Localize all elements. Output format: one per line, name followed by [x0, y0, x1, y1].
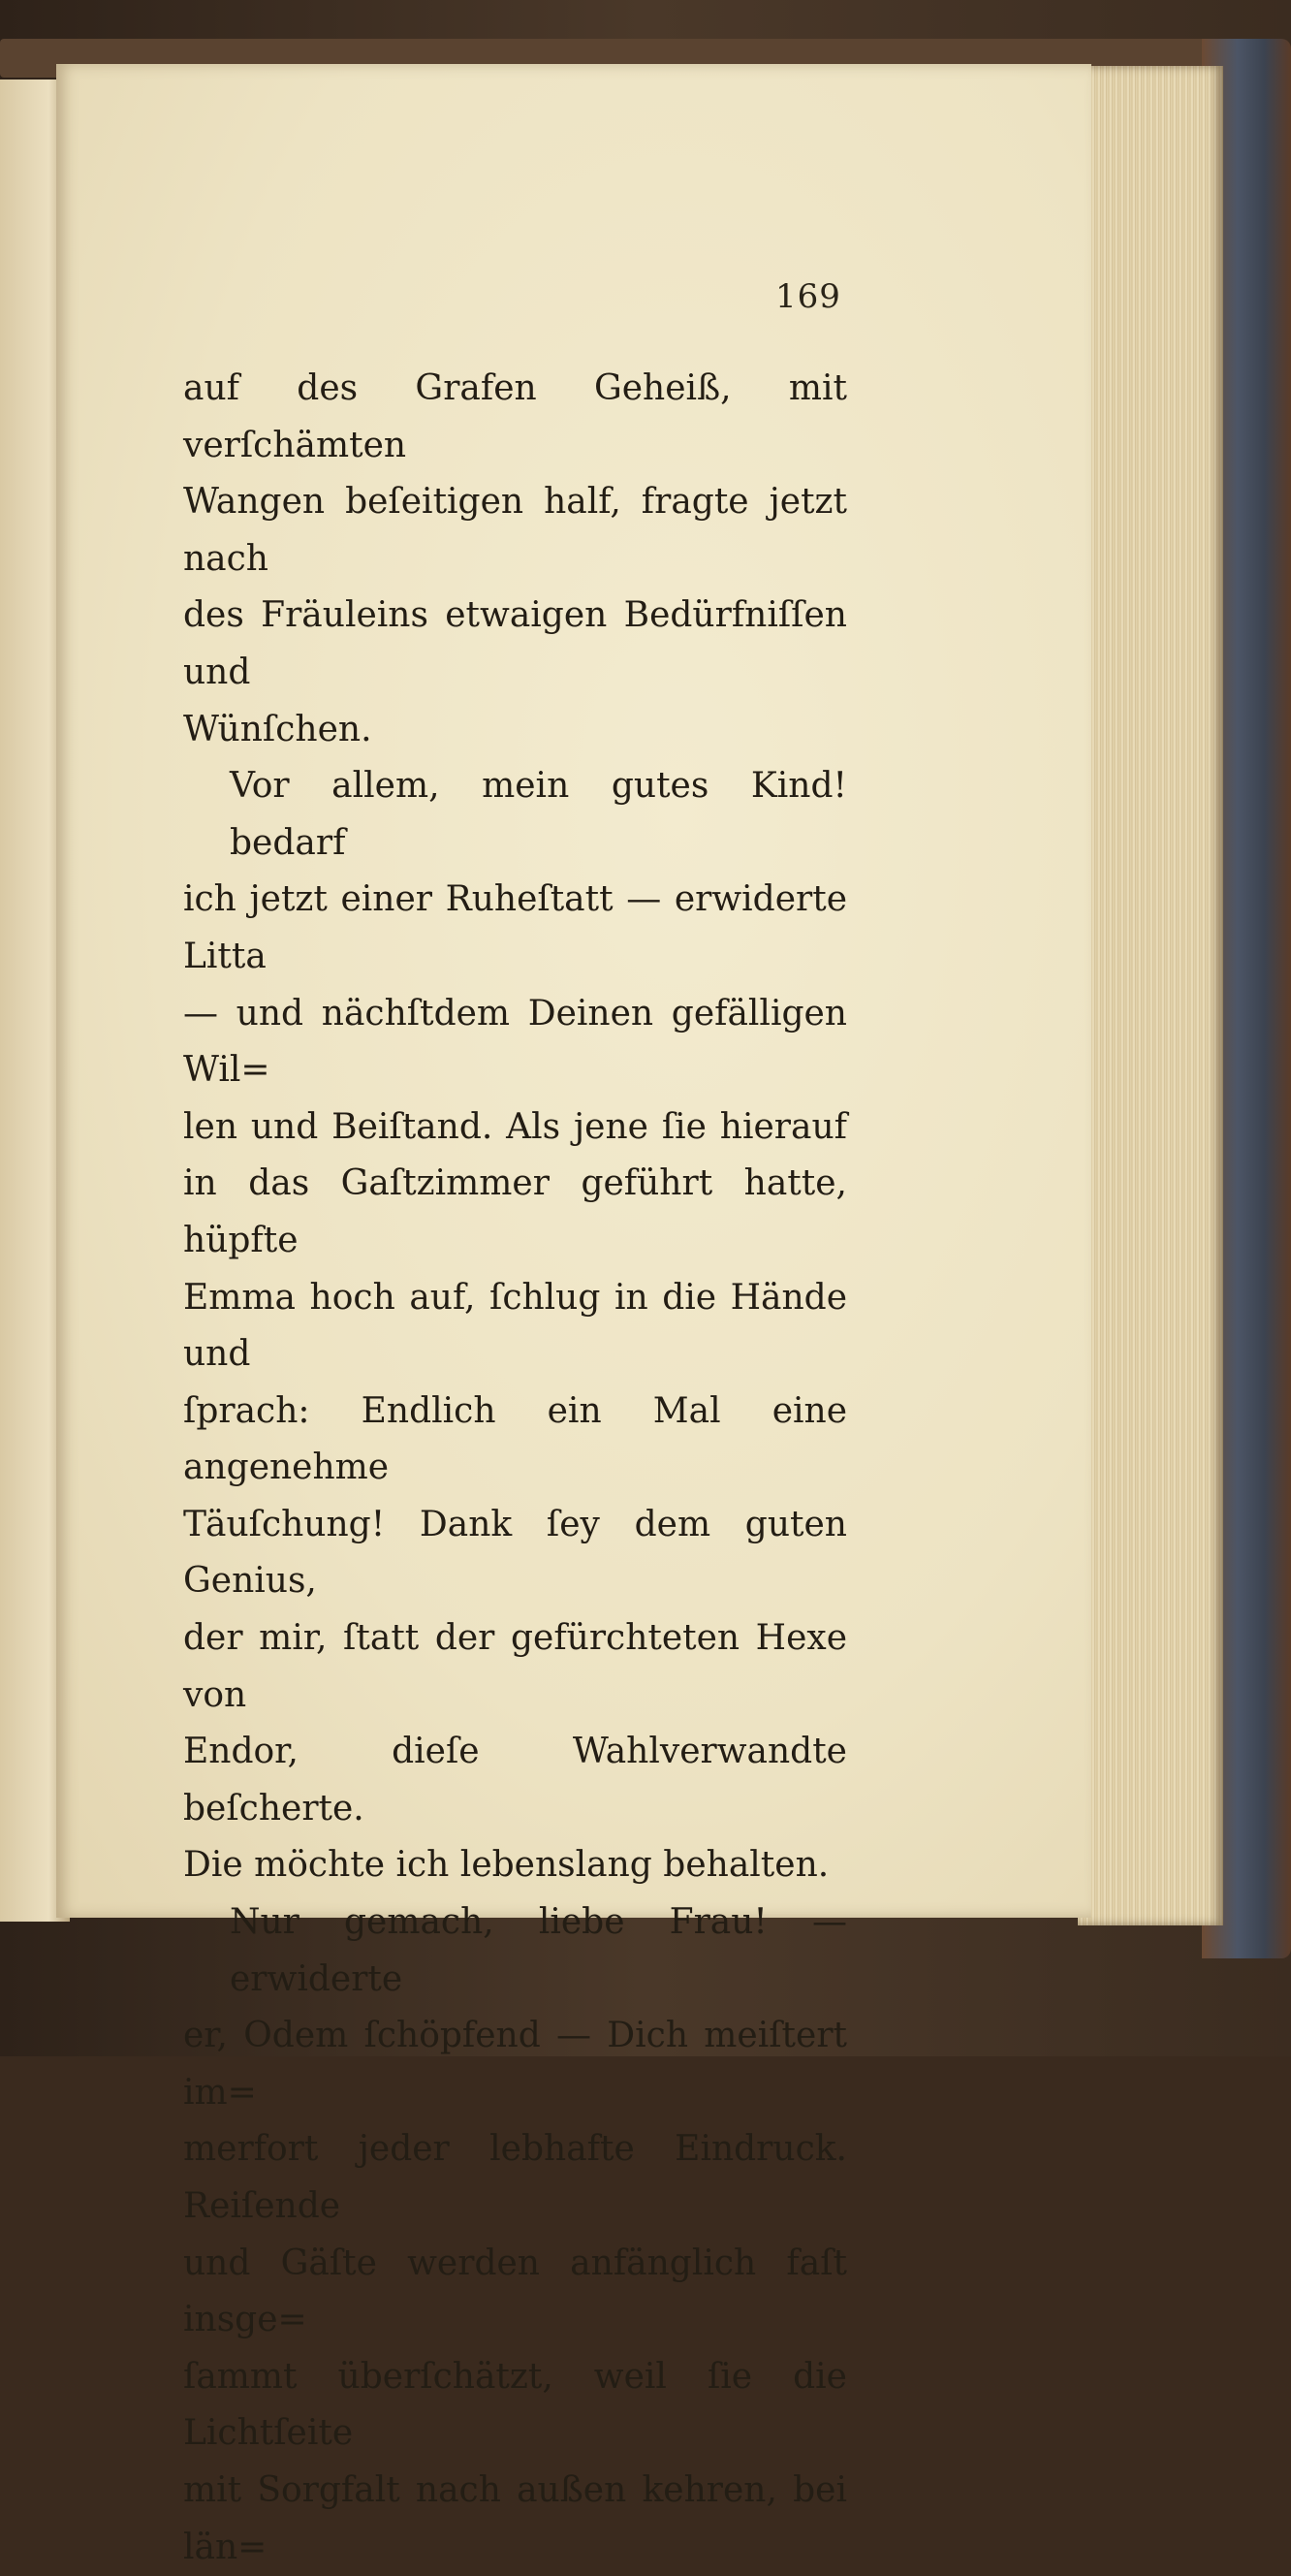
- text-line: mit Sorgfalt nach außen kehren, bei län=: [183, 2469, 847, 2567]
- text-line: Die möchte ich lebenslang behalten.: [183, 1845, 830, 1886]
- text-line: Nur gemach, liebe Frau! — erwiderte: [230, 1902, 847, 1999]
- text-line: Täuſchung! Dank ſey dem guten Genius,: [183, 1504, 847, 1602]
- text-line: Wangen beſeitigen half, fragte jetzt nach: [183, 482, 847, 579]
- text-line: Endor, dieſe Wahlverwandte beſcherte.: [183, 1732, 847, 1829]
- text-line: auf des Grafen Geheiß, mit verſchämten: [183, 368, 847, 465]
- text-line: in das Gaſtzimmer geführt hatte, hüpfte: [183, 1163, 847, 1260]
- text-line: der mir, ſtatt der gefürchteten Hexe von: [183, 1618, 847, 1715]
- text-line: len und Beiſtand. Als jene ſie hierauf: [183, 1106, 847, 1147]
- text-line: Emma hoch auf, ſchlug in die Hände und: [183, 1277, 847, 1375]
- text-line: er, Odem ſchöpfend — Dich meiſtert im=: [183, 2016, 847, 2113]
- body-text: [183, 361, 847, 2576]
- text-line: ſammt überſchätzt, weil ſie die Lichtſeite: [183, 2356, 847, 2454]
- text-line: ich jetzt einer Ruheſtatt — erwiderte Litta: [183, 879, 847, 976]
- text-line: und Gäſte werden anfänglich faſt insge=: [183, 2242, 847, 2340]
- text-line: Wünſchen.: [183, 709, 372, 749]
- text-line: Vor allem, mein gutes Kind! bedarf: [230, 766, 847, 863]
- text-line: ſprach: Endlich ein Mal eine angenehme: [183, 1390, 847, 1488]
- page-block-edges: [1078, 66, 1223, 1925]
- text-line: des Fräuleins etwaigen Bedürfniſſen und: [183, 595, 847, 692]
- text-line: — und nächſtdem Deinen gefälligen Wil=: [183, 993, 847, 1091]
- page-number: 169: [775, 277, 841, 316]
- text-line: merfort jeder lebhafte Eindruck. Reiſende: [183, 2129, 847, 2226]
